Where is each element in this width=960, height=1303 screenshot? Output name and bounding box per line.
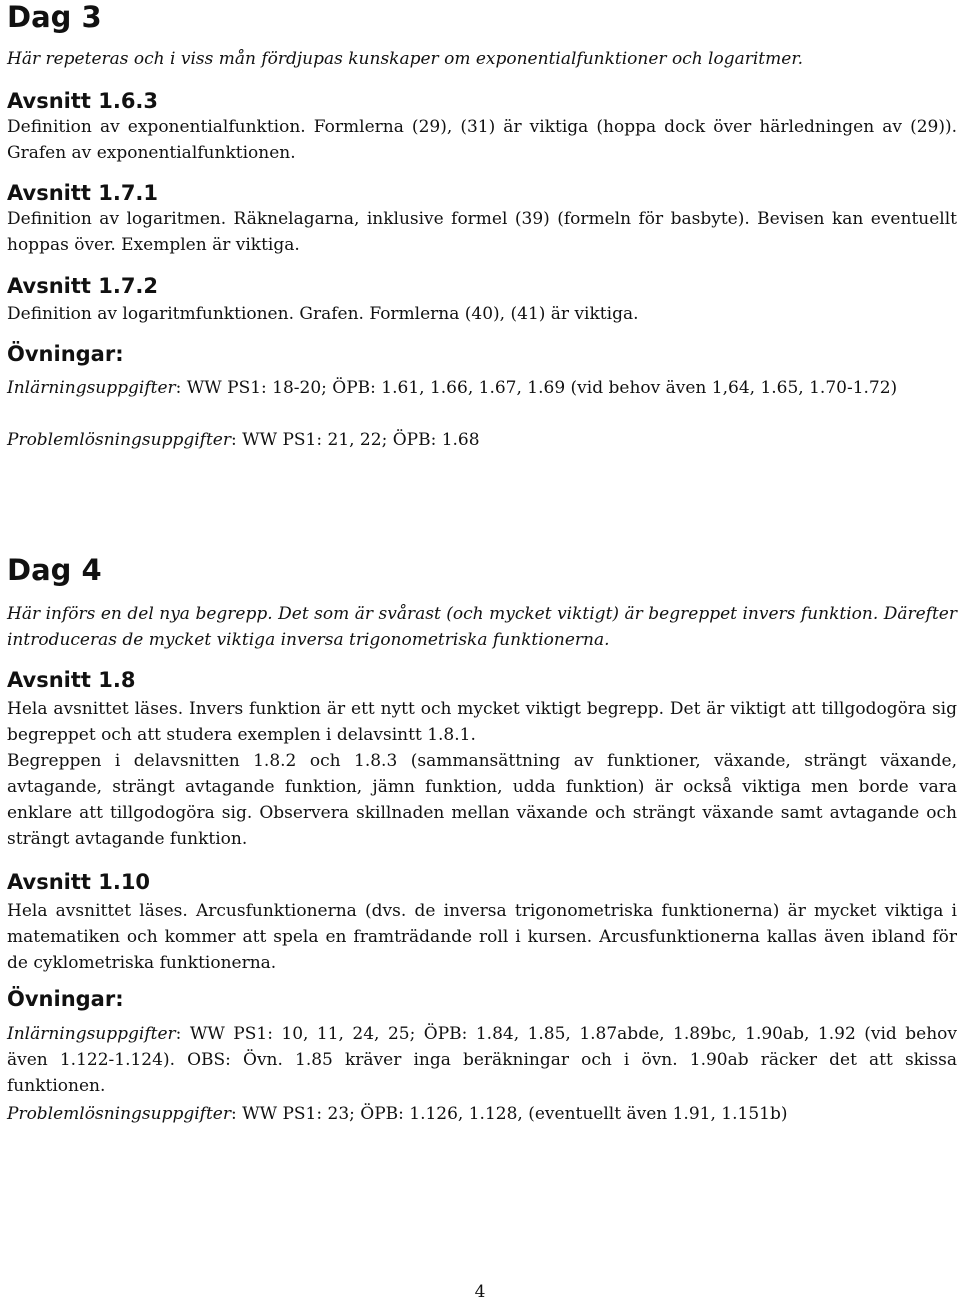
section-text-1-6-3: Definition av exponentialfunktion. Formlerna (29), (31) är viktiga (hoppa dock över härledningen av (29)). Grafen av exponentialfunktionen. xyxy=(7,117,957,163)
inlarning-text: : WW PS1: 10, 11, 24, 25; ÖPB: 1.84, 1.85, 1.87abde, 1.89bc, 1.90ab, 1.92 (vid behov även 1.122-1.124). OBS: Övn. 1.85 kräver inga beräkningar och i övn. 1.90ab räcker det att skissa funktionen. xyxy=(7,1024,957,1096)
inlarning-label: Inlärningsuppgifter xyxy=(7,1024,176,1044)
ovningar-heading-dag4: Övningar: xyxy=(7,987,124,1011)
inlarning-text: : WW PS1: 18-20; ÖPB: 1.61, 1.66, 1.67, 1.69 (vid behov även 1,64, 1.65, 1.70-1.72) xyxy=(175,378,898,398)
inlarningsuppgifter-dag4 xyxy=(7,1021,957,1099)
section-text-1-8-a: Hela avsnittet läses. Invers funktion är ett nytt och mycket viktigt begrepp. Det är viktigt att tillgodogöra sig begreppet och att studera exemplen i delavsintt 1.8.1. xyxy=(7,699,957,745)
problemlosningsuppgifter-dag3 xyxy=(7,427,480,453)
problem-label: Problemlösningsuppgifter xyxy=(7,430,231,450)
section-text-1-10: Hela avsnittet läses. Arcusfunktionerna (dvs. de inversa trigonometriska funktionerna) är mycket viktiga i matematiken och kommer att spela en framträdande roll i kursen. Arcusfunktionerna kallas även ibland för de cyklometriska funktionerna. xyxy=(7,901,957,973)
problem-text: : WW PS1: 21, 22; ÖPB: 1.68 xyxy=(230,430,480,450)
page-number: 4 xyxy=(474,1282,486,1302)
section-heading-1-7-2: Avsnitt 1.7.2 xyxy=(7,274,159,298)
inlarning-label: Inlärningsuppgifter xyxy=(7,378,176,398)
inlarningsuppgifter-dag3 xyxy=(7,375,957,401)
problem-text: : WW PS1: 23; ÖPB: 1.126, 1.128, (eventuellt även 1.91, 1.151b) xyxy=(230,1104,788,1124)
problemlosningsuppgifter-dag4 xyxy=(7,1101,787,1127)
dag3-title: Dag 3 xyxy=(7,0,102,34)
section-text-1-7-1: Definition av logaritmen. Räknelagarna, inklusive formel (39) (formeln för basbyte). Bevisen kan eventuellt hoppas över. Exemplen är viktiga. xyxy=(7,209,957,255)
dag3-intro: Här repeteras och i viss mån fördjupas kunskaper om exponentialfunktioner och logaritmer. xyxy=(7,49,803,69)
section-heading-1-8: Avsnitt 1.8 xyxy=(7,668,136,692)
problem-label: Problemlösningsuppgifter xyxy=(7,1104,231,1124)
section-text-1-8-b: Begreppen i delavsnitten 1.8.2 och 1.8.3 (sammansättning av funktioner, växande, strängt växande, avtagande, strängt avtagande funktion, jämn funktion, udda funktion) är också viktiga men borde vara enklare att tillgodogöra sig. Observera skillnaden mellan växande och strängt växande samt avtagande och strängt avtagande funktion. xyxy=(7,751,957,849)
dag4-intro: Här införs en del nya begrepp. Det som är svårast (och mycket viktigt) är begreppet invers funktion. Därefter introduceras de mycket viktiga inversa trigonometriska funktionerna. xyxy=(7,604,957,650)
ovningar-heading-dag3: Övningar: xyxy=(7,342,124,366)
section-heading-1-7-1: Avsnitt 1.7.1 xyxy=(7,181,159,205)
section-text-1-7-2: Definition av logaritmfunktionen. Grafen. Formlerna (40), (41) är viktiga. xyxy=(7,304,639,324)
section-heading-1-10: Avsnitt 1.10 xyxy=(7,870,151,894)
section-heading-1-6-3: Avsnitt 1.6.3 xyxy=(7,89,159,113)
dag4-title: Dag 4 xyxy=(7,553,102,587)
